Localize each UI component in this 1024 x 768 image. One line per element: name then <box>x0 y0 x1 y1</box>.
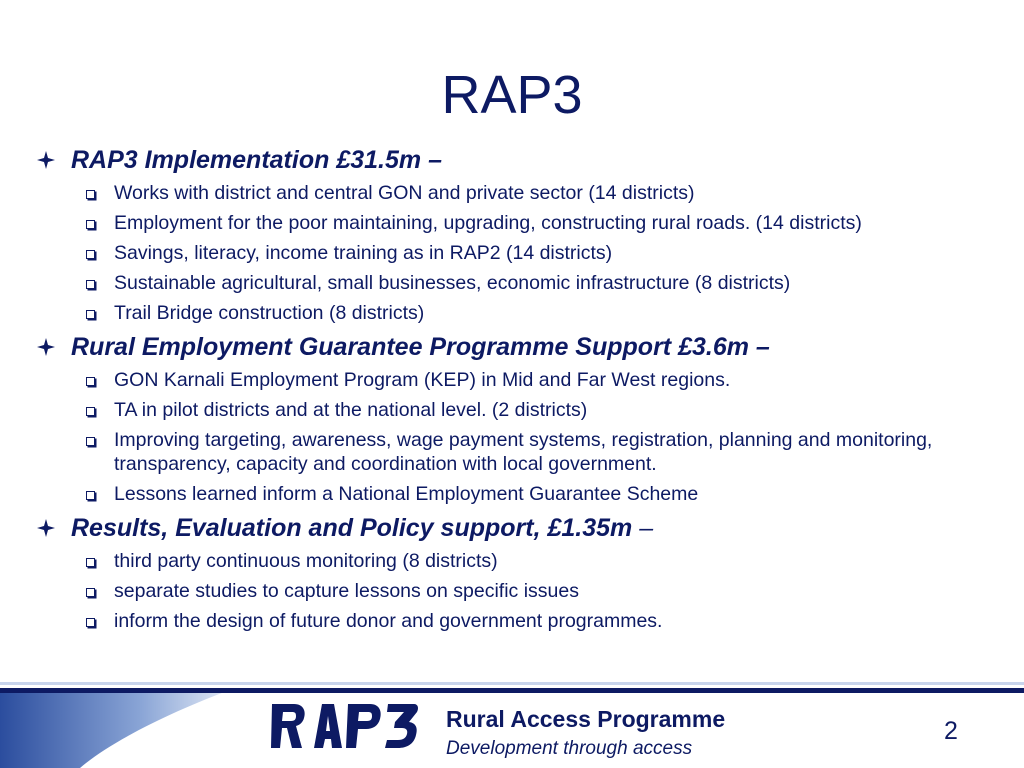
list-item: TA in pilot districts and at the national level. (2 districts) <box>36 398 1011 422</box>
section-heading: Rural Employment Guarantee Programme Support £3.6m – <box>36 332 1011 362</box>
list-item: Lessons learned inform a National Employment Guarantee Scheme <box>36 482 1011 506</box>
square-bullet-icon <box>86 220 95 229</box>
square-bullet-icon <box>86 437 95 446</box>
bullet-list <box>36 145 1011 633</box>
footer-title: Rural Access Programme <box>446 706 726 732</box>
list-item: Works with district and central GON and private sector (14 districts) <box>36 181 1011 205</box>
list-item: inform the design of future donor and government programmes. <box>36 609 1011 633</box>
list-item: GON Karnali Employment Program (KEP) in Mid and Far West regions. <box>36 368 1011 392</box>
rap3-logo <box>270 700 420 752</box>
list-item: separate studies to capture lessons on specific issues <box>36 579 1011 603</box>
square-bullet-icon <box>86 407 95 416</box>
section-heading: RAP3 Implementation £31.5m – <box>36 145 1011 175</box>
list-item: Savings, literacy, income training as in RAP2 (14 districts) <box>36 241 1011 265</box>
square-bullet-icon <box>86 190 95 199</box>
section-heading: Results, Evaluation and Policy support, £1.35m – <box>36 513 1011 543</box>
diamond-bullet-icon <box>36 337 56 357</box>
square-bullet-icon <box>86 558 95 567</box>
square-bullet-icon <box>86 250 95 259</box>
square-bullet-icon <box>86 310 95 319</box>
square-bullet-icon <box>86 280 95 289</box>
square-bullet-icon <box>86 377 95 386</box>
footer-subtitle: Development through access <box>446 738 693 759</box>
square-bullet-icon <box>86 491 95 500</box>
diamond-bullet-icon <box>36 150 56 170</box>
diamond-bullet-icon <box>36 518 56 538</box>
page-number: 2 <box>944 717 958 745</box>
list-item: Trail Bridge construction (8 districts) <box>36 301 1011 325</box>
square-bullet-icon <box>86 618 95 627</box>
list-item: Sustainable agricultural, small businesses, economic infrastructure (8 districts) <box>36 271 1011 295</box>
square-bullet-icon <box>86 588 95 597</box>
list-item: Improving targeting, awareness, wage payment systems, registration, planning and monitoring, transparency, capacity and coordination with local government. <box>36 428 1011 476</box>
slide-title: RAP3 <box>441 65 583 125</box>
list-item: Employment for the poor maintaining, upgrading, constructing rural roads. (14 districts) <box>36 211 1011 235</box>
list-item: third party continuous monitoring (8 districts) <box>36 549 1011 573</box>
